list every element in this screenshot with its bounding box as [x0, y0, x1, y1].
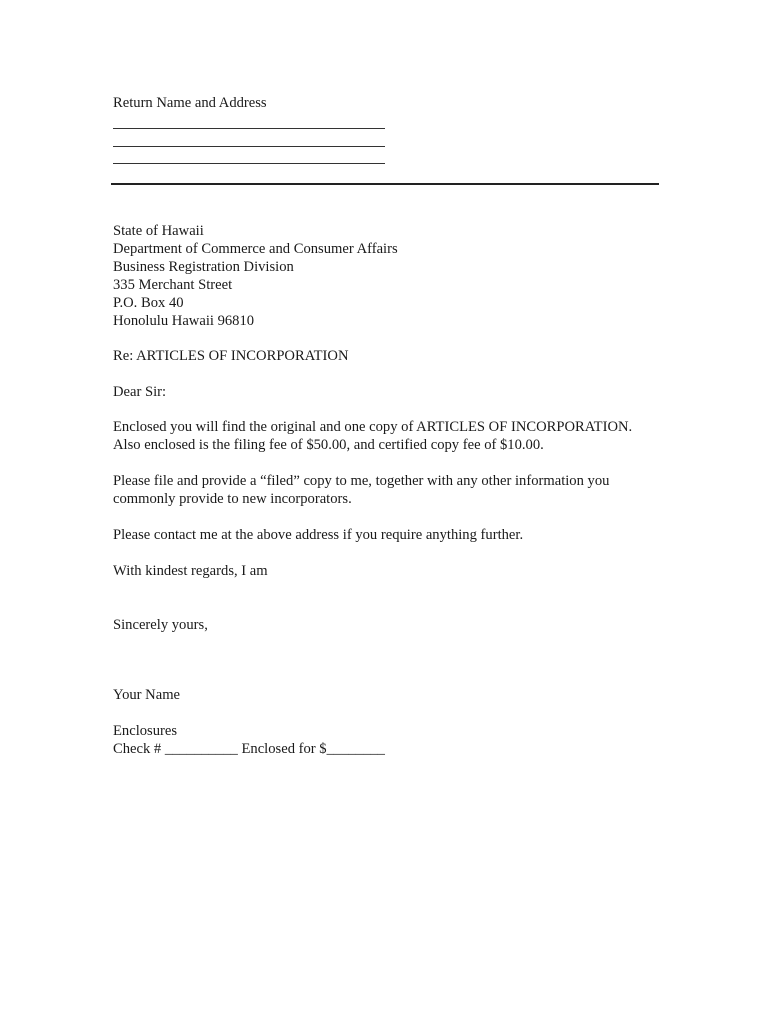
check-line: Check # __________ Enclosed for $________ — [113, 741, 385, 757]
recipient-line: Business Registration Division — [113, 259, 294, 275]
re-line: Re: ARTICLES OF INCORPORATION — [113, 348, 349, 364]
paragraph-line: Also enclosed is the filing fee of $50.00, and certified copy fee of $10.00. — [113, 437, 544, 453]
return-address-heading: Return Name and Address — [113, 95, 267, 111]
header-divider — [111, 183, 659, 185]
recipient-line: P.O. Box 40 — [113, 295, 184, 311]
paragraph-contact: Please contact me at the above address if you require anything further. — [113, 527, 524, 543]
recipient-line: Department of Commerce and Consumer Affairs — [113, 241, 398, 257]
return-address-line-3[interactable] — [113, 163, 385, 164]
regards-line: With kindest regards, I am — [113, 563, 268, 579]
return-address-line-1[interactable] — [113, 128, 385, 129]
paragraph-file-request — [113, 472, 609, 508]
return-address-line-2[interactable] — [113, 146, 385, 147]
salutation: Dear Sir: — [113, 384, 167, 400]
recipient-line: Honolulu Hawaii 96810 — [113, 313, 255, 329]
recipient-line: 335 Merchant Street — [113, 277, 233, 293]
signature-name: Your Name — [113, 687, 181, 703]
closing: Sincerely yours, — [113, 617, 208, 633]
recipient-line: State of Hawaii — [113, 223, 204, 239]
paragraph-line: commonly provide to new incorporators. — [113, 491, 352, 507]
paragraph-line: Enclosed you will find the original and one copy of ARTICLES OF INCORPORATION. — [113, 419, 633, 435]
paragraph-enclosed — [113, 418, 632, 454]
recipient-address — [113, 222, 398, 330]
enclosures-label: Enclosures — [113, 723, 178, 739]
paragraph-line: Please file and provide a “filed” copy to me, together with any other information you — [113, 473, 610, 489]
